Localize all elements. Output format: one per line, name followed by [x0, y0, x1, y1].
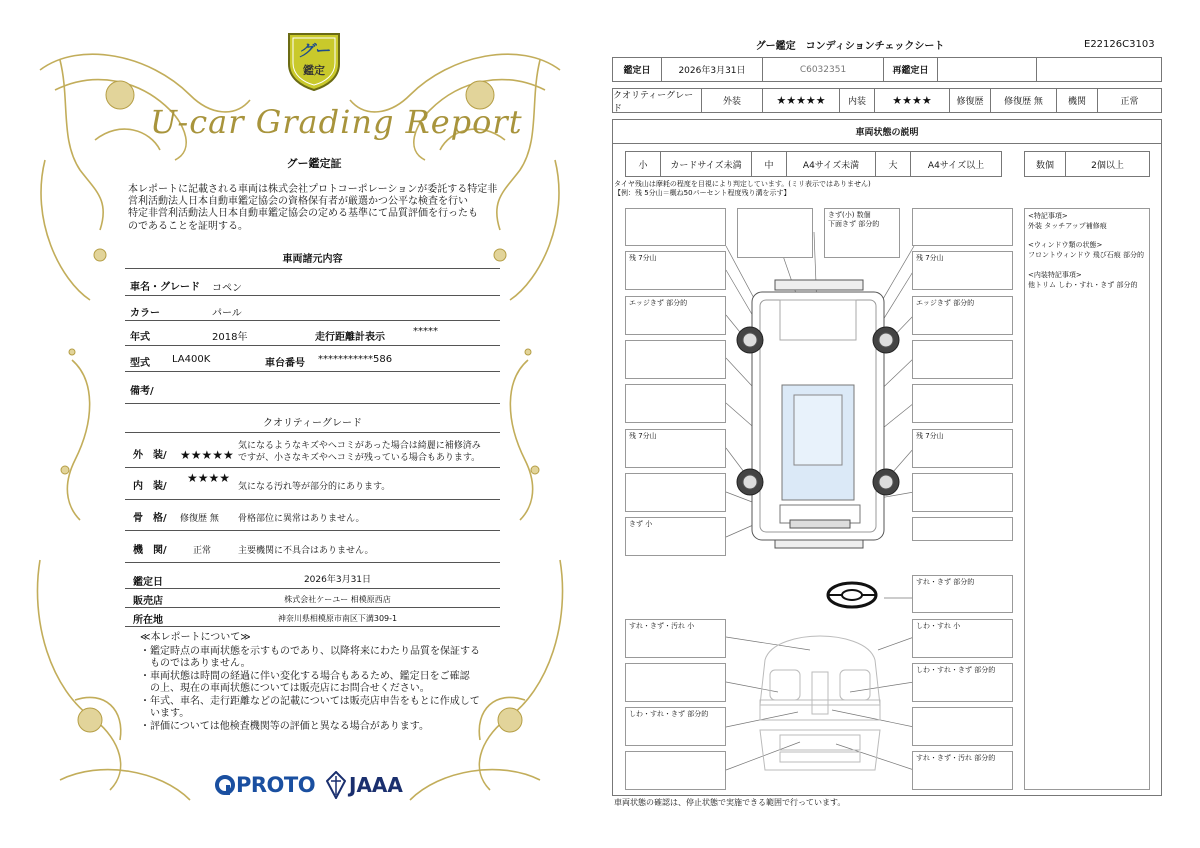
date-value: 2026年3月31日 [678, 66, 746, 76]
special-notes-panel [1024, 208, 1150, 790]
reinspect-label: 再鑑定日 [892, 66, 929, 76]
exterior-stars: ★★★★★ [180, 448, 234, 462]
divider [125, 530, 500, 531]
date-label: 鑑定日 [133, 577, 163, 588]
special-heading: <特記事項> [1028, 212, 1068, 220]
size-mid-desc: A4サイズ未満 [802, 160, 860, 171]
top-center-text: きず(小) 数個 [828, 211, 871, 219]
certificate-intro [128, 184, 508, 233]
int-label: 内装 [847, 97, 866, 107]
address-value: 神奈川県相模原市南区下溝309-1 [277, 614, 398, 623]
exterior-desc-line: 気になるようなキズやヘコミがあった場合は綺麗に補修済み [238, 441, 481, 451]
interior-box-3 [912, 663, 1013, 702]
divider [125, 371, 500, 372]
tire-rr-box [912, 429, 1013, 468]
proto-logo [214, 772, 315, 798]
name-label: 車名・グレード [130, 282, 200, 293]
report-script-title: U-car Grading Report [150, 103, 523, 141]
divider [125, 432, 500, 433]
window-value: フロントウィンドウ 飛び石痕 部分的 [1028, 251, 1145, 260]
condition-check-sheet [600, 0, 1200, 848]
date-label: 鑑定日 [623, 66, 651, 76]
tire-fr-text: 残 7分山 [916, 254, 944, 262]
sheet-title: グー鑑定 コンディションチェックシート [755, 41, 945, 52]
engine-value: 正常 [193, 546, 212, 556]
interior-value: 他トリム しわ・すれ・きず 部分的 [1028, 280, 1138, 289]
ext-label: 外装 [722, 97, 741, 107]
section-title: 車両状態の説明 [855, 128, 919, 138]
intro-line: 本レポートに記載される車両は株式会社プロトコーポレーションが委託する特定非 [128, 184, 498, 195]
interior-text-4: しわ・すれ・きず 部分的 [629, 710, 709, 718]
damage-box [912, 208, 1013, 246]
certificate-heading: グー鑑定証 [286, 157, 342, 170]
size-large-desc: A4サイズ以上 [927, 160, 985, 171]
special-value: 外装 タッチアップ補修痕 [1028, 222, 1107, 231]
intro-line: 営利活動法人日本自動車鑑定協会の資格保有者が厳選かつ公平な検査を行い [128, 196, 468, 208]
interior-box-4 [625, 707, 726, 746]
steering-text: すれ・きず 部分的 [916, 578, 975, 586]
spec-heading: 車両諸元内容 [282, 254, 343, 265]
count-label: 数個 [1035, 160, 1054, 171]
tire-fl-box [625, 251, 726, 290]
frame-value: 修復歴 無 [180, 514, 219, 524]
size-small-desc: カードサイズ未満 [670, 160, 742, 171]
interior-desc: 気になる汚れ等が部分的にあります。 [238, 482, 391, 492]
edge-r-box [912, 296, 1013, 335]
dealer-label: 販売店 [133, 596, 163, 607]
exterior-desc-line: ですが、小さなキズやヘコミが残っている場合もあります。 [238, 453, 481, 464]
damage-box [625, 208, 726, 246]
exterior-desc [238, 440, 481, 464]
frame-desc: 骨格部位に異常はありません。 [238, 514, 365, 524]
divider [125, 345, 500, 346]
divider [125, 588, 500, 589]
note-line: います。 [140, 708, 190, 719]
engine-label: 機 関/ [133, 545, 167, 556]
edge-l-box [625, 296, 726, 335]
divider [125, 467, 500, 468]
tire-rl-text: 残 7分山 [629, 432, 657, 440]
jaaa-logo [326, 770, 403, 800]
divider [125, 295, 500, 296]
interior-text-5: すれ・きず・汚れ 部分的 [916, 754, 996, 762]
size-small: 小 [638, 160, 648, 171]
badge-bottom-text: 鑑定 [303, 64, 325, 77]
dealer-value: 株式会社ケーユー 相模原西店 [284, 595, 391, 604]
badge-top-text: グー [297, 41, 330, 60]
interior-text-2: しわ・すれ 小 [916, 622, 961, 630]
model-value: LA400K [172, 354, 211, 365]
damage-box [912, 340, 1013, 379]
address-label: 所在地 [133, 615, 163, 626]
interior-label: 内 装/ [133, 481, 167, 492]
damage-box [625, 473, 726, 512]
interior-text-1: すれ・きず・汚れ 小 [629, 622, 695, 630]
interior-box-5 [912, 751, 1013, 790]
engine-desc: 主要機関に不具合はありません。 [238, 546, 374, 556]
size-large: 大 [888, 160, 898, 171]
steering-box [912, 575, 1013, 613]
note-line: ・車両状態は時間の経過に伴い変化する場合もあるため、鑑定日をご確認 [140, 670, 470, 682]
damage-box [912, 517, 1013, 541]
damage-box [625, 384, 726, 423]
goo-badge-logo [283, 30, 345, 92]
repair-label: 修復歴 [956, 97, 984, 107]
notes [140, 632, 500, 733]
int-stars: ★★★★ [892, 94, 932, 107]
qg-label: クオリティーグレード [613, 90, 694, 114]
date-value: 2026年3月31日 [303, 575, 372, 585]
edge-l-text: エッジきず 部分的 [629, 299, 688, 307]
note-line: の上、現在の車両状態については販売店にお問合せください。 [140, 683, 430, 694]
engine-label: 機関 [1067, 97, 1086, 107]
chassis-value: ***********586 [318, 354, 393, 365]
tire-fl-text: 残 7分山 [629, 254, 657, 262]
rear-l-box [625, 517, 726, 556]
proto-mark-icon [214, 774, 236, 796]
divider [125, 499, 500, 500]
remarks-label: 備考/ [130, 386, 154, 397]
ext-stars: ★★★★★ [776, 94, 826, 107]
damage-box [625, 751, 726, 790]
damage-box [912, 473, 1013, 512]
interior-box-1 [625, 619, 726, 658]
tire-note-line: タイヤ残山は摩耗の程度を目視により判定しています。(ミリ表示ではありません) [614, 180, 871, 188]
divider [125, 607, 500, 608]
note-line: ・年式、車名、走行距離などの記載については販売店申告をもとに作成して [140, 695, 480, 707]
window-heading: <ウィンドウ類の状態> [1028, 241, 1103, 250]
top-center-text-2: 下面きず 部分的 [828, 220, 880, 229]
color-value: パール [212, 308, 242, 319]
divider [125, 268, 500, 269]
jaaa-mark-icon [326, 771, 346, 799]
interior-text-3: しわ・すれ・きず 部分的 [916, 666, 996, 674]
note-line: ・鑑定時点の車両状態を示すものであり、以降将来にわたり品質を保証する [140, 645, 480, 657]
model-label: 型式 [130, 358, 150, 369]
divider [125, 626, 500, 627]
quality-heading: クオリティーグレード [263, 418, 362, 429]
chassis-label: 車台番号 [265, 358, 305, 369]
mileage-value: ***** [413, 326, 438, 337]
tire-note-line: 【例：残 5分山＝概ね50パーセント程度残り溝を示す】 [614, 189, 791, 198]
cert-no: C6032351 [799, 64, 847, 75]
color-label: カラー [130, 308, 160, 319]
engine-value: 正常 [1120, 97, 1139, 107]
mileage-label: 走行距離計表示 [315, 332, 385, 343]
rear-l-text: きず 小 [629, 520, 653, 528]
year-value: 2018年 [212, 332, 248, 343]
proto-logo-text: PROTO [236, 773, 316, 797]
top-center-box [824, 208, 900, 258]
edge-r-text: エッジきず 部分的 [916, 299, 975, 307]
damage-box [625, 340, 726, 379]
note-line: ものではありません。 [140, 658, 251, 669]
intro-line: のであることを証明する。 [128, 220, 248, 232]
steering-wheel-icon [828, 583, 876, 607]
count-desc: 2個以上 [1091, 160, 1124, 171]
notes-heading: ≪本レポートについて≫ [140, 632, 251, 643]
interior-box-2 [912, 619, 1013, 658]
damage-box [737, 208, 813, 258]
note-line: ・評価については他検査機関等の評価と異なる場合があります。 [140, 720, 429, 732]
divider [125, 562, 500, 563]
interior-stars: ★★★★ [187, 471, 231, 485]
damage-box [912, 707, 1013, 746]
frame-label: 骨 格/ [133, 513, 167, 524]
damage-box [625, 663, 726, 702]
year-label: 年式 [130, 332, 150, 343]
repair-value: 修復歴 無 [1004, 97, 1043, 107]
name-value: コペン [212, 283, 242, 294]
jaaa-logo-text: JAAA [349, 773, 403, 797]
interior-heading: <内装特記事項> [1028, 270, 1082, 279]
intro-line: 特定非営利活動法人日本自動車鑑定協会の定める基準にて品質評価を行ったも [128, 208, 478, 220]
sheet-code: E22126C3103 [1084, 39, 1155, 50]
divider [125, 320, 500, 321]
size-mid: 中 [764, 160, 774, 171]
tire-rl-box [625, 429, 726, 468]
damage-box [912, 384, 1013, 423]
divider [125, 403, 500, 404]
tire-fr-box [912, 251, 1013, 290]
tire-rr-text: 残 7分山 [916, 432, 944, 440]
exterior-label: 外 装/ [133, 450, 167, 461]
sheet-footer: 車両状態の確認は、停止状態で実施できる範囲で行っています。 [614, 798, 846, 807]
